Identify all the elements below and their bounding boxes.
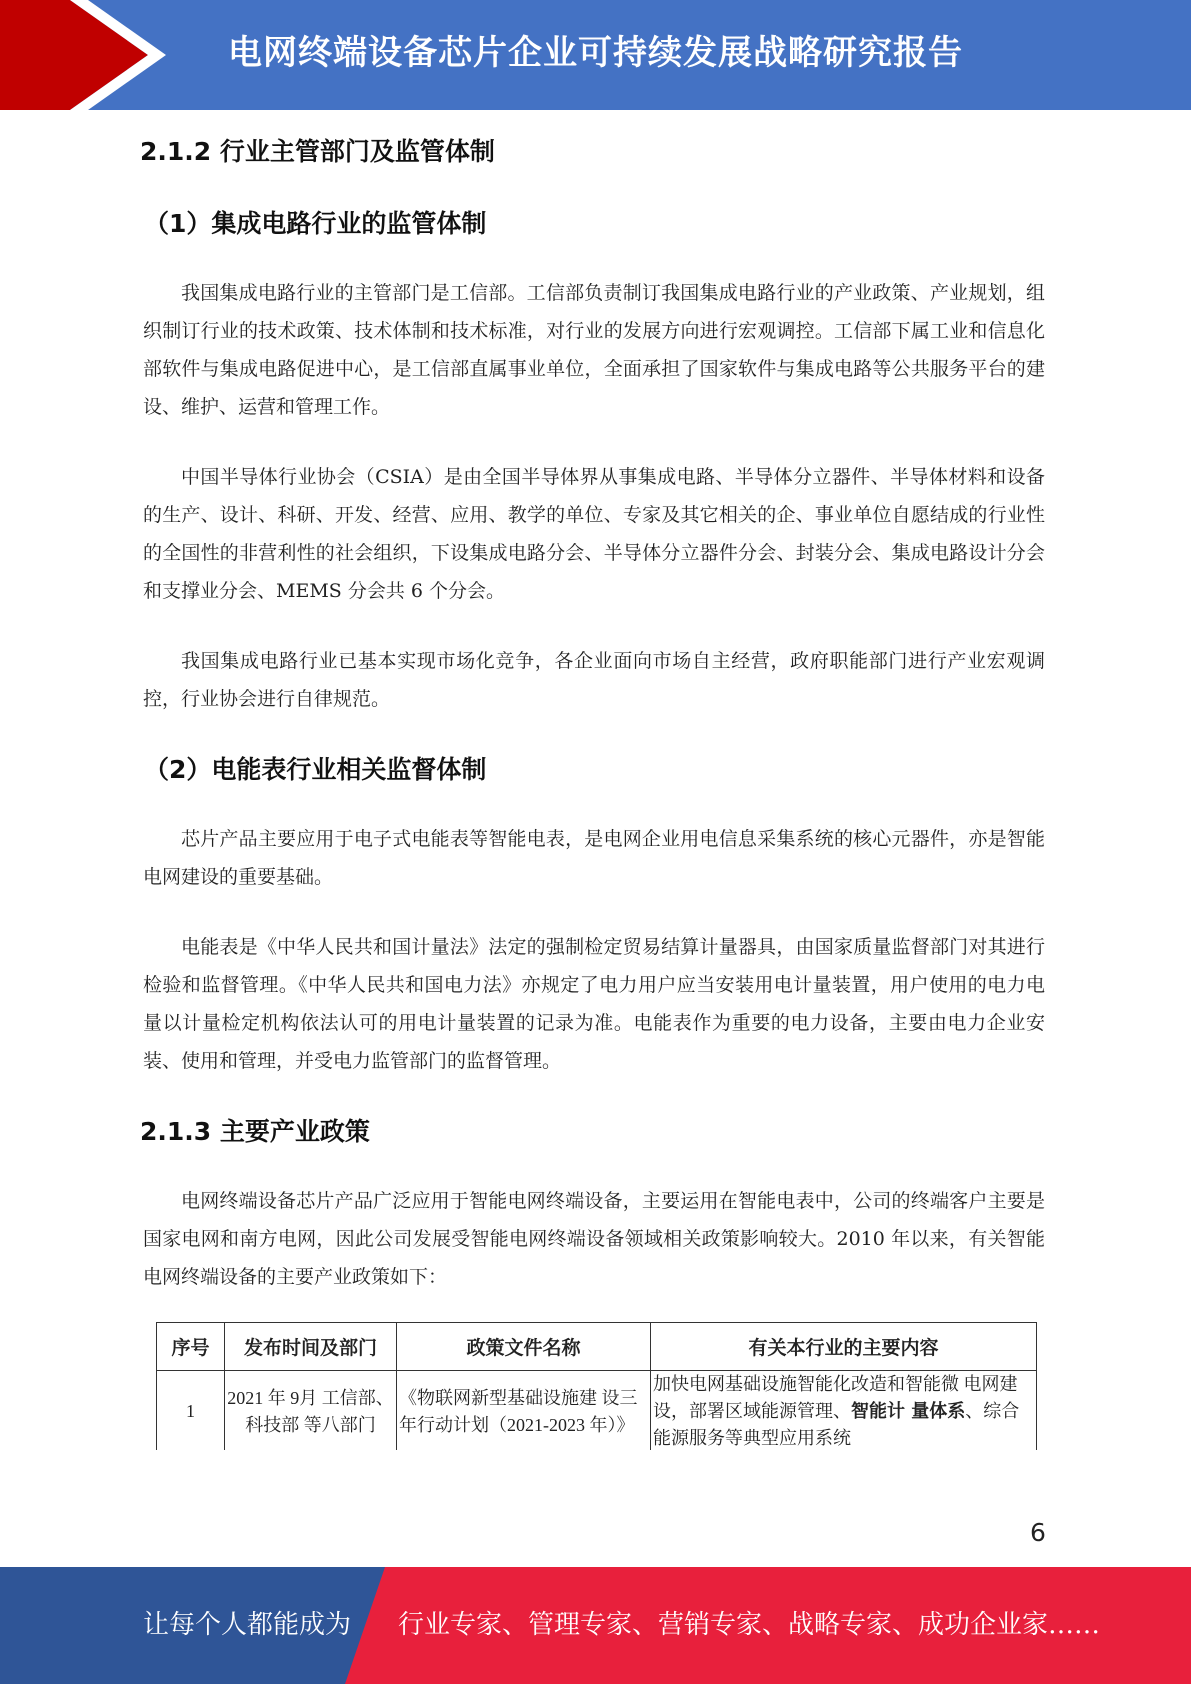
page-header: [0, 0, 1191, 110]
table-cell-content: [651, 1371, 1037, 1453]
table-cell-content-a: 加快电网基础设施智能化改造和智能微 电网建设，部署区域能源管理、: [653, 1374, 1018, 1421]
header-red-chevron: [0, 0, 148, 110]
table-header-content: 有关本行业的主要内容: [651, 1323, 1037, 1371]
page-number: 6: [1030, 1518, 1046, 1547]
footer-slogan-left: 让每个人都能成为: [143, 1610, 352, 1640]
paragraph-market-competition: 我国集成电路行业已基本实现市场化竞争，各企业面向市场自主经营，政府职能部门进行产业宏观调控，行业协会进行自律规范。: [143, 650, 1045, 710]
paragraph-meter-law: 电能表是《中华人民共和国计量法》法定的强制检定贸易结算计量器具，由国家质量监督部门对其进行检验和监督管理。《中华人民共和国电力法》亦规定了电力用户应当安装用电计量装置，用户使用的电力电量以计量检定机构依法认可的用电计量装置的记录为准。电能表作为重要的电力设备，主要由电力企业安装、使用和管理，并受电力监管部门的监督管理。: [143, 936, 1045, 1072]
table-header-date-dept: 发布时间及部门: [225, 1323, 397, 1371]
table-cell-content-b: 、综合能源服务等典型应用系统: [653, 1401, 1020, 1448]
subsection-heading-meter-regulation: （2）电能表行业相关监督体制: [144, 755, 487, 784]
paragraph-policy-intro: 电网终端设备芯片产品广泛应用于智能电网终端设备，主要运用在智能电表中，公司的终端客户主要是国家电网和南方电网，因此公司发展受智能电网终端设备领域相关政策影响较大。2010 年以来，有关智能电网终端设备的主要产业政策如下：: [143, 1190, 1045, 1288]
table-cell-date-dept: 2021 年 9月 工信部、科技部 等八部门: [225, 1371, 397, 1453]
table-header-doc: 政策文件名称: [397, 1323, 651, 1371]
table-page-cut: [140, 1450, 1060, 1490]
table-row: [157, 1371, 1037, 1453]
paragraph-chip-application: 芯片产品主要应用于电子式电能表等智能电表，是电网企业用电信息采集系统的核心元器件，亦是智能电网建设的重要基础。: [143, 828, 1045, 888]
table-cell-no: 1: [157, 1371, 225, 1453]
header-title: 电网终端设备芯片企业可持续发展战略研究报告: [228, 33, 963, 73]
policy-table: [156, 1322, 1037, 1453]
table-header-no: 序号: [157, 1323, 225, 1371]
subsection-heading-ic-regulation: （1）集成电路行业的监管体制: [144, 209, 487, 238]
section-heading-2-1-2: 2.1.2 行业主管部门及监管体制: [140, 137, 495, 166]
page-footer: [0, 1567, 1191, 1684]
table-cell-doc: 《物联网新型基础设施建 设三年行动计划（2021-2023 年）》: [397, 1371, 651, 1453]
footer-slogan-right: 行业专家、管理专家、营销专家、战略专家、成功企业家……: [398, 1610, 1101, 1640]
table-header-row: [157, 1323, 1037, 1371]
section-heading-2-1-3: 2.1.3 主要产业政策: [140, 1117, 370, 1146]
paragraph-ic-authority: 我国集成电路行业的主管部门是工信部。工信部负责制订我国集成电路行业的产业政策、产业规划，组织制订行业的技术政策、技术体制和技术标准，对行业的发展方向进行宏观调控。工信部下属工业和信息化部软件与集成电路促进中心，是工信部直属事业单位，全面承担了国家软件与集成电路等公共服务平台的建设、维护、运营和管理工作。: [143, 282, 1045, 418]
paragraph-csia: 中国半导体行业协会（CSIA）是由全国半导体界从事集成电路、半导体分立器件、半导体材料和设备的生产、设计、科研、开发、经营、应用、教学的单位、专家及其它相关的企、事业单位自愿结成的行业性的全国性的非营利性的社会组织，下设集成电路分会、半导体分立器件分会、封装分会、集成电路设计分会和支撑业分会、MEMS 分会共 6 个分会。: [143, 466, 1045, 602]
table-cell-content-bold: 智能计 量体系: [851, 1401, 966, 1422]
